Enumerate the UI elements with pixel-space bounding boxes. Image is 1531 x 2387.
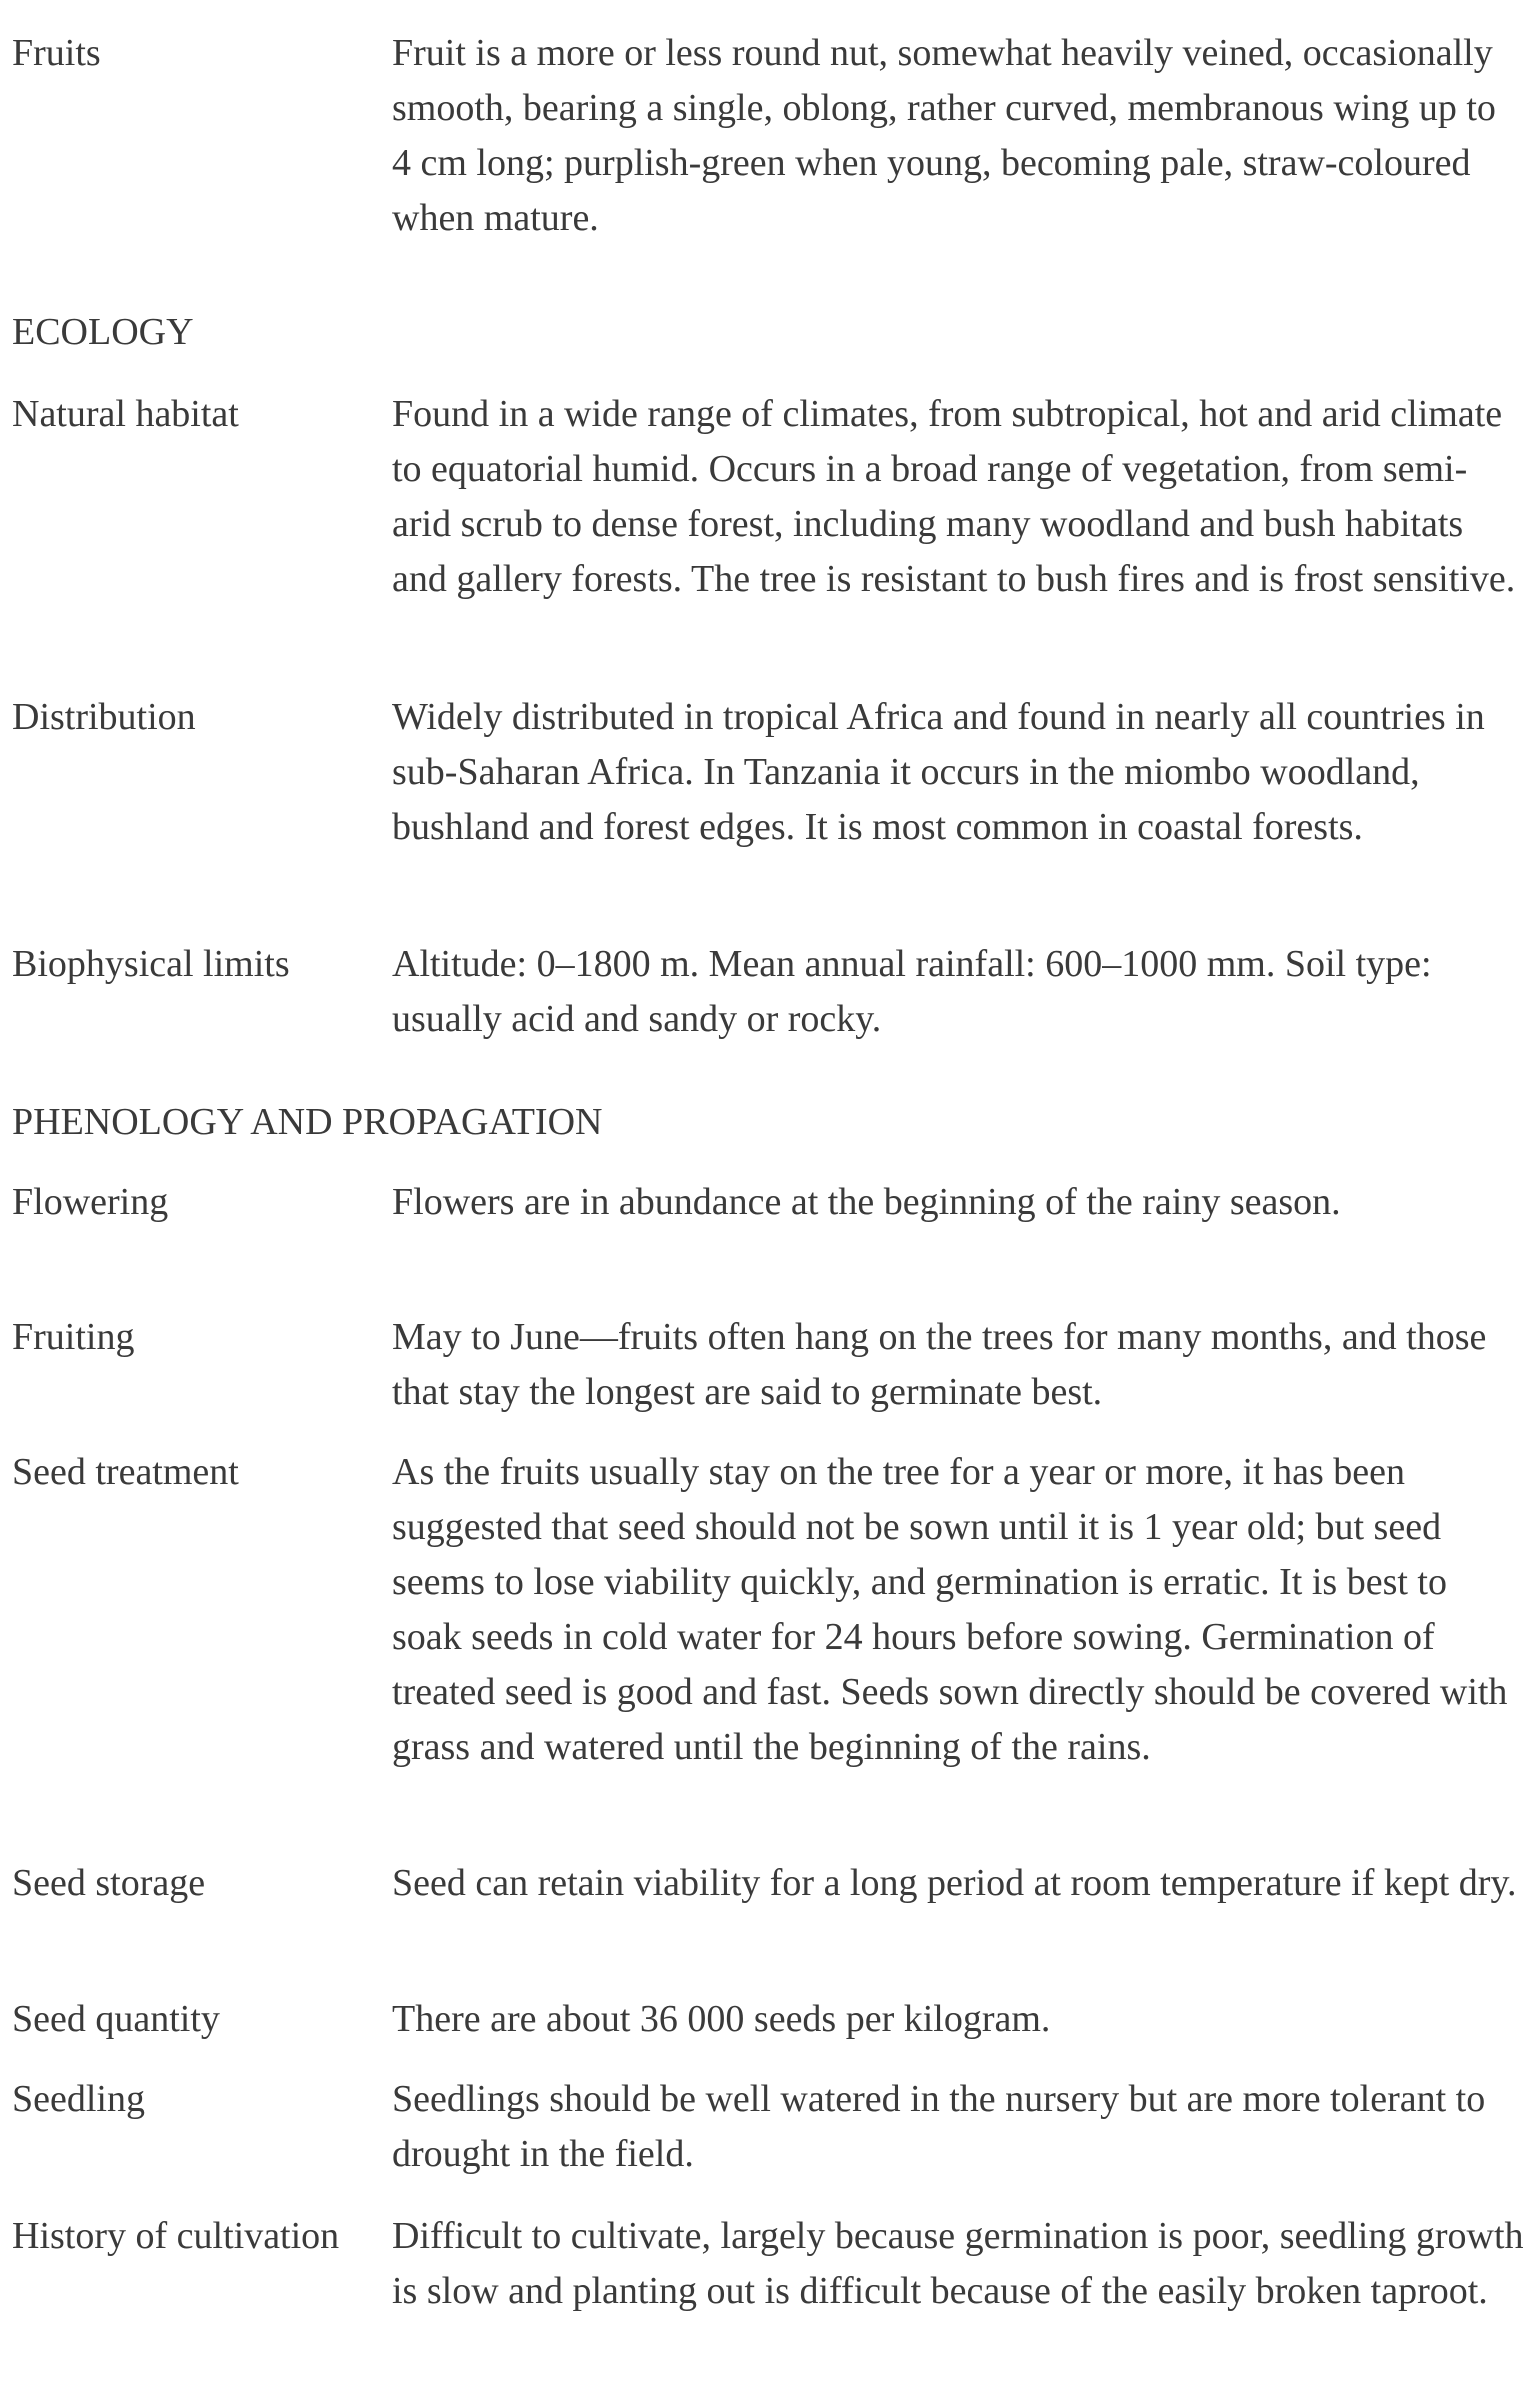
entry-biophysical-limits xyxy=(12,937,1524,1047)
entry-text: May to June—fruits often hang on the trees for many months, and those that stay the longest are said to germinate best. xyxy=(392,1316,1487,1413)
entry-label: Seed treatment xyxy=(12,1451,239,1493)
entry-label: Biophysical limits xyxy=(12,943,290,985)
entry-label: Distribution xyxy=(12,696,196,738)
entry-text: Seed can retain viability for a long period at room temperature if kept dry. xyxy=(392,1862,1517,1904)
entry-label: Seed quantity xyxy=(12,1998,220,2040)
entry-label: Fruiting xyxy=(12,1316,135,1358)
entry-text: There are about 36 000 seeds per kilogram. xyxy=(392,1998,1051,2040)
entry-label: Natural habitat xyxy=(12,393,239,435)
entry-flowering xyxy=(12,1175,1524,1230)
entry-text: Fruit is a more or less round nut, somewhat heavily veined, occasionally smooth, bearing a single, oblong, rather curved, membranous wing up to 4 cm long; purplish-green when young, becoming pale, straw-coloured when mature. xyxy=(392,32,1496,239)
entry-text: Widely distributed in tropical Africa and found in nearly all countries in sub-Saharan Africa. In Tanzania it occurs in the miombo woodland, bushland and forest edges. It is most common in coastal forests. xyxy=(392,696,1485,848)
entry-natural-habitat xyxy=(12,387,1524,607)
entry-label: Seedling xyxy=(12,2078,145,2120)
entry-label: Fruits xyxy=(12,32,101,74)
entry-distribution xyxy=(12,690,1524,855)
entry-label: Seed storage xyxy=(12,1862,206,1904)
entry-seed-treatment xyxy=(12,1445,1524,1775)
entry-text: Flowers are in abundance at the beginning of the rainy season. xyxy=(392,1181,1341,1223)
entry-text: Seedlings should be well watered in the nursery but are more tolerant to drought in the field. xyxy=(392,2078,1486,2175)
entry-text: As the fruits usually stay on the tree for a year or more, it has been suggested that seed should not be sown until it is 1 year old; but seed seems to lose viability quickly, and germination is erratic. It is best to soak seeds in cold water for 24 hours before sowing. Germination of treated seed is good and fast. Seeds sown directly should be covered with grass and watered until the beginning of the rains. xyxy=(392,1451,1508,1768)
entry-label: Flowering xyxy=(12,1181,169,1223)
entry-seedling xyxy=(12,2072,1524,2182)
entry-text: Found in a wide range of climates, from subtropical, hot and arid climate to equatorial humid. Occurs in a broad range of vegetation, from semi-arid scrub to dense forest, including many woodland and bush habitats and gallery forests. The tree is resistant to bush fires and is frost sensitive. xyxy=(392,393,1516,600)
entry-fruiting xyxy=(12,1310,1524,1420)
entry-label: History of cultivation xyxy=(12,2215,340,2257)
entry-text: Difficult to cultivate, largely because germination is poor, seedling growth is slow and planting out is difficult because of the easily broken taproot. xyxy=(392,2215,1524,2312)
entry-seed-storage xyxy=(12,1856,1524,1911)
entry-seed-quantity xyxy=(12,1992,1524,2047)
entry-fruits xyxy=(12,26,1524,246)
section-heading-ecology: ECOLOGY xyxy=(12,311,194,353)
section-heading-phenology: PHENOLOGY AND PROPAGATION xyxy=(12,1101,603,1143)
entry-history-of-cultivation xyxy=(12,2209,1524,2319)
entry-text: Altitude: 0–1800 m. Mean annual rainfall: 600–1000 mm. Soil type: usually acid and sandy or rocky. xyxy=(392,943,1432,1040)
